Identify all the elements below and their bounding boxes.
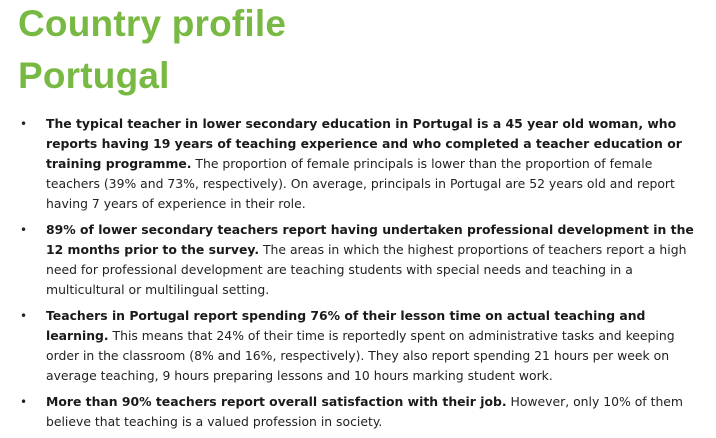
page-title: Country profile [18,3,287,44]
list-item [16,306,702,386]
finding-lead: Teachers in Portugal report spending 76% of their lesson time on actual teaching and learning. [46,308,646,343]
key-findings-list [16,114,702,438]
finding-detail: The proportion of female principals is lower than the proportion of female teachers (39% and 73%, respectively). On average, principals in Portugal are 52 years old and report having 7 years of experience in their role. [46,156,675,211]
finding-lead: 89% of lower secondary teachers report having undertaken professional development in the 12 months prior to the survey. [46,222,694,257]
finding-detail: The areas in which the highest proportions of teachers report a high need for professional development are teaching students with special needs and teaching in a multicultural or multilingual setting. [46,242,687,297]
finding-detail: This means that 24% of their time is reportedly spent on administrative tasks and keeping order in the classroom (8% and 16%, respectively). They also report spending 21 hours per week on average teaching, 9 hours preparing lessons and 10 hours marking student work. [46,328,675,383]
finding-lead: More than 90% teachers report overall satisfaction with their job. [46,394,507,409]
bullet-icon: • [20,117,28,131]
list-item [16,220,702,300]
bullet-icon: • [20,395,28,409]
finding-detail: However, only 10% of them believe that teaching is a valued profession in society. [46,394,683,429]
list-item [16,114,702,214]
list-item [16,392,702,432]
country-name: Portugal [18,55,170,96]
finding-lead: The typical teacher in lower secondary education in Portugal is a 45 year old woman, who reports having 19 years of teaching experience and who completed a teacher education or training programme. [46,116,682,171]
bullet-icon: • [20,223,28,237]
bullet-icon: • [20,309,28,323]
